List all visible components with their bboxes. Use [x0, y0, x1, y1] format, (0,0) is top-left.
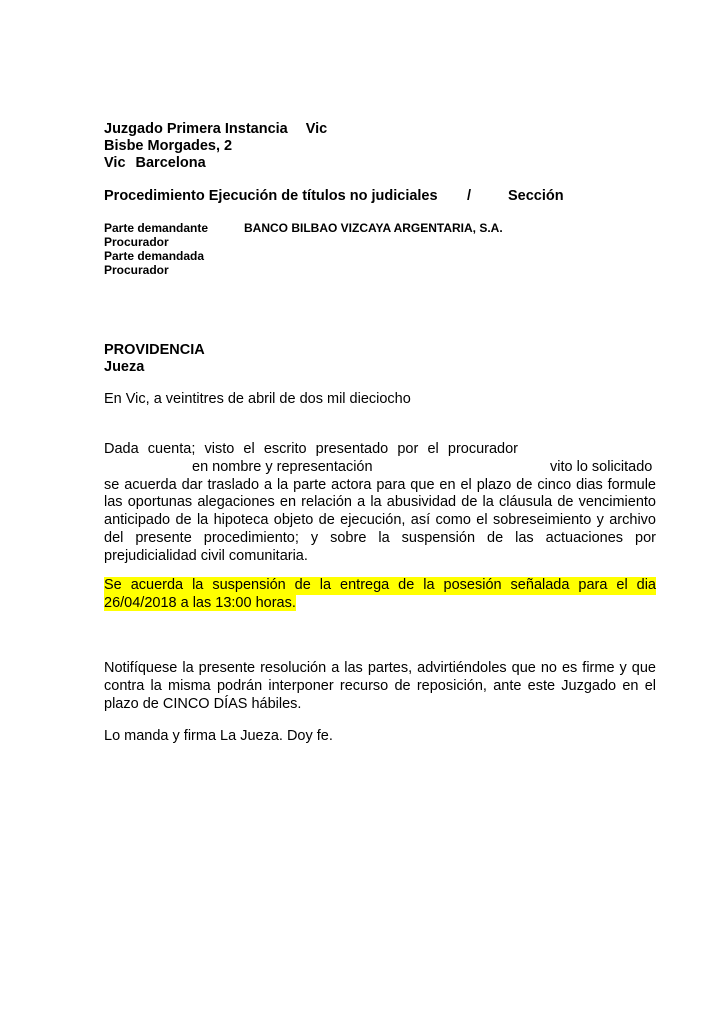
court-province: Barcelona — [135, 155, 206, 171]
date-line: En Vic, a veintitres de abril de dos mil dieciocho — [104, 391, 411, 407]
court-city: Vic — [104, 155, 126, 171]
plaintiff-name: BANCO BILBAO VIZCAYA ARGENTARIA, S.A. — [244, 221, 503, 235]
court-address: Bisbe Morgades, 2 — [104, 138, 233, 154]
paragraph-line: se acuerda dar traslado a la parte actora para que en el plazo de cinco dias formule — [104, 476, 656, 493]
highlighted-line: 26/04/2018 a las 13:00 horas. — [104, 594, 296, 611]
court-name-line — [104, 121, 327, 138]
procedure-section: Sección — [508, 188, 564, 204]
paragraph-suspension — [104, 577, 656, 613]
paragraph-line: contra la misma podrán interponer recurso de reposición, ante este Juzgado en el — [104, 677, 656, 694]
highlighted-line: Se acuerda la suspensión de la entrega de la posesión señalada para el dia — [104, 577, 656, 593]
paragraph-line: del presente procedimiento; y sobre la suspensión de las actuaciones por — [104, 529, 656, 546]
paragraph-line: las oportunas alegaciones en relación a la abusividad de la cláusula de vencimiento — [104, 494, 656, 511]
plaintiff-attorney-label: Procurador — [104, 235, 169, 249]
defendant-attorney-label: Procurador — [104, 263, 169, 277]
paragraph-line: Dada cuenta; visto el escrito presentado por el procurador — [104, 441, 518, 457]
closing-line: Lo manda y firma La Jueza. Doy fe. — [104, 728, 333, 744]
requested-text: vito lo solicitado — [550, 458, 653, 475]
plaintiff-label: Parte demandante — [104, 221, 209, 235]
paragraph-line: Notifíquese la presente resolución a las partes, advirtiéndoles que no es firme y que — [104, 660, 656, 676]
court-location-line — [104, 155, 206, 172]
court-name: Juzgado Primera Instancia — [104, 121, 288, 137]
paragraph-line: prejudicialidad civil comunitaria. — [104, 547, 308, 564]
paragraph-line: plazo de CINCO DÍAS hábiles. — [104, 695, 302, 712]
paragraph-line — [104, 459, 656, 477]
procedure-type: Procedimiento Ejecución de títulos no judiciales — [104, 188, 438, 204]
defendant-label: Parte demandada — [104, 249, 205, 263]
representation-text: en nombre y representación — [192, 458, 373, 475]
procedure-separator: / — [467, 188, 472, 204]
highlighted-line-wrap — [104, 595, 656, 613]
paragraph-line: anticipado de la hipoteca objeto de ejecución, así como el sobreseimiento y archivo — [104, 512, 656, 529]
resolution-judge: Jueza — [104, 359, 145, 375]
court-city-tag: Vic — [305, 121, 328, 137]
paragraph-ruling — [104, 441, 656, 566]
resolution-title: PROVIDENCIA — [104, 342, 205, 358]
paragraph-notification — [104, 660, 656, 713]
